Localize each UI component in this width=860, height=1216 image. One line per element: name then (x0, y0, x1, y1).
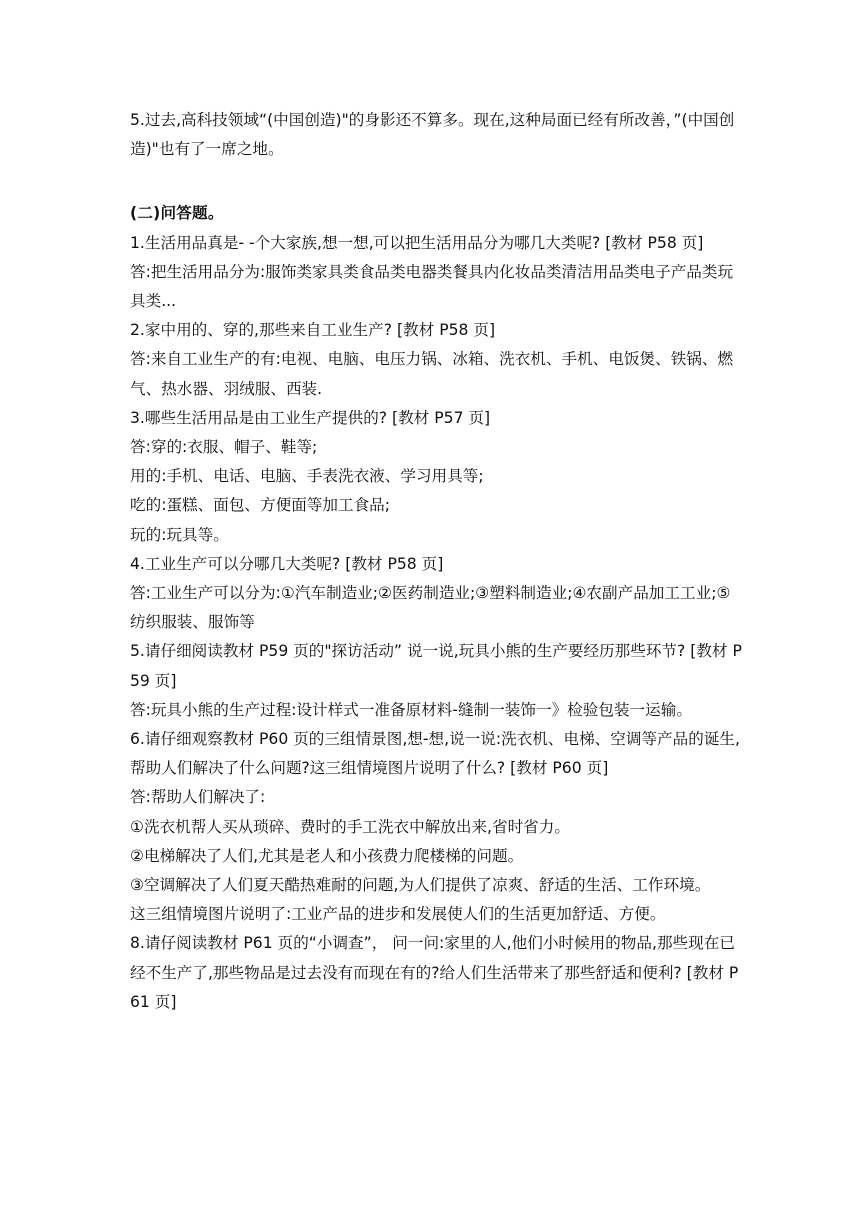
question-1: 1.生活用品真是- -个大家族,想一想,可以把生活用品分为哪几大类呢? [教材 P58 页] (130, 233, 704, 252)
answer-3-line-4: 玩的:玩具等。 (130, 525, 229, 544)
question-8: 8.请仔阅读教材 P61 页的“小调查”， 问一问:家里的人,他们小时候用的物品,那些现在已经不生产了,那些物品是过去没有而现在有的?给人们生活带来了那些舒适和便利? [教材 P61 页] (130, 934, 739, 1011)
answer-6-line-1: 答:帮助人们解决了: (130, 788, 266, 807)
answer-3-line-3: 吃的:蛋糕、面包、方便面等加工食品; (130, 496, 391, 515)
section-heading: (二)问答题。 (130, 204, 224, 223)
question-6: 6.请仔细观察教材 P60 页的三组情景图,想-想,说一说:洗衣机、电梯、空调等产品的诞生,帮助人们解决了什么问题?这三组情境图片说明了什么? [教材 P60 页] (130, 730, 740, 778)
question-5: 5.请仔细阅读教材 P59 页的"探访活动” 说一说,玩具小熊的生产要经历那些环节? [教材 P59 页] (130, 642, 742, 690)
answer-4: 答:工业生产可以分为:①汽车制造业;②医药制造业;③塑料制造业;④农副产品加工工业;⑤纺织服装、服饰等 (130, 584, 731, 632)
answer-6-line-3: ②电梯解决了人们,尤其是老人和小孩费力爬楼梯的问题。 (130, 846, 524, 865)
answer-6-line-5: 这三组情境图片说明了:工业产品的进步和发展使人们的生活更加舒适、方便。 (130, 905, 666, 924)
question-2: 2.家中用的、穿的,那些来自工业生产? [教材 P58 页] (130, 321, 496, 340)
intro-item-5: 5.过去,高科技领域“(中国创造)"的身影还不算多。现在,这种局面已经有所改善，”(中国创造)"也有了一席之地。 (130, 111, 735, 159)
answer-2: 答:来自工业生产的有:电视、电脑、电压力锅、冰箱、洗衣机、手机、电饭煲、铁锅、燃气、热水器、羽绒服、西装. (130, 350, 734, 398)
answer-3-line-2: 用的:手机、电话、电脑、手表洗衣液、学习用具等; (130, 467, 484, 486)
answer-1: 答:把生活用品分为:服饰类家具类食品类电器类餐具内化妆品类清洁用品类电子产品类玩具类... (130, 262, 734, 311)
answer-5: 答:玩具小熊的生产过程:设计样式一准备原材料-缝制一装饰一》检验包装一运输。 (130, 700, 692, 719)
answer-3-line-1: 答:穿的:衣服、帽子、鞋等; (130, 438, 318, 457)
question-3: 3.哪些生活用品是由工业生产提供的? [教材 P57 页] (130, 408, 491, 427)
answer-6-line-4: ③空调解决了人们夏天酷热难耐的问题,为人们提供了凉爽、舒适的生活、工作环境。 (130, 876, 711, 895)
answer-6-line-2: ①洗衣机帮人买从琐碎、费时的手工洗衣中解放出来,省时省力。 (130, 817, 570, 836)
spacer (130, 164, 742, 199)
question-4: 4.工业生产可以分哪几大类呢? [教材 P58 页] (130, 554, 444, 573)
document-page (130, 106, 742, 1017)
